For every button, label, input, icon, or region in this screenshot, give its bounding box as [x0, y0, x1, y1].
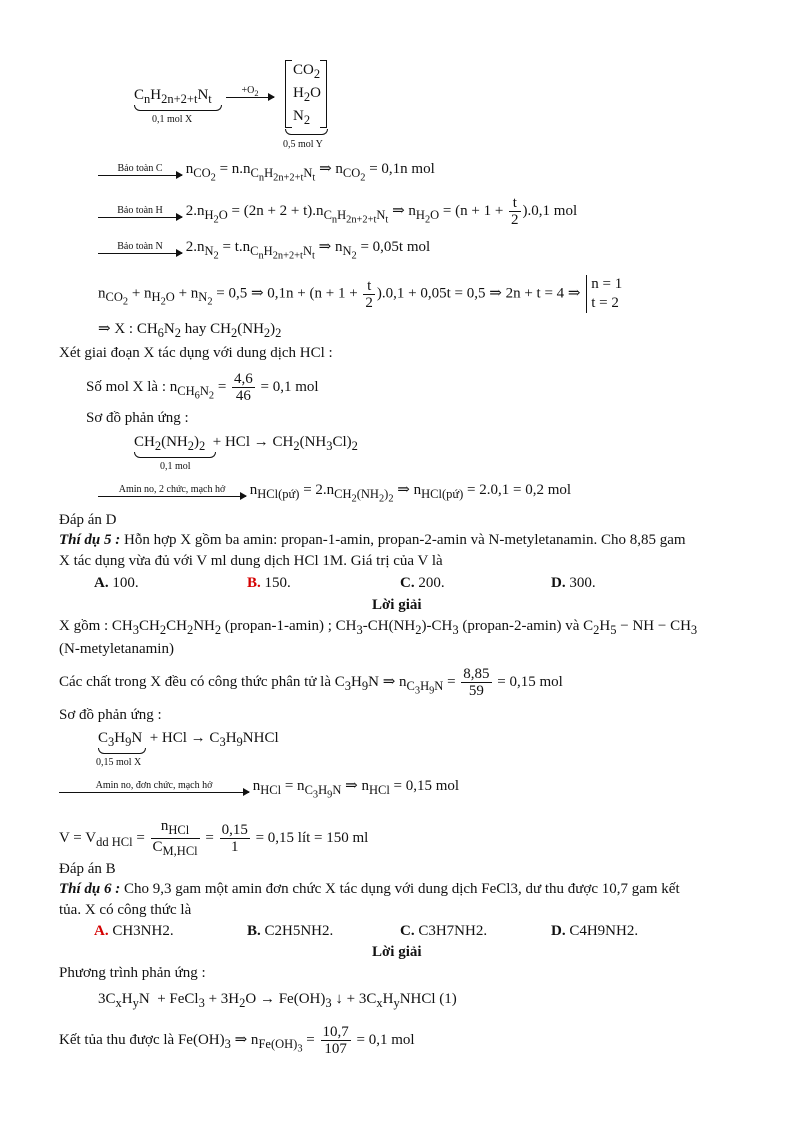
example-5-line1: Thí dụ 5 : Hỗn hợp X gồm ba amin: propan-1-amin, propan-2-amin và N-metyletanamin. Cho 8,85 gam: [59, 532, 686, 548]
products-left-brace: [285, 60, 292, 128]
product-co2: $CO_2$: [293, 62, 321, 81]
ex6-option-d[interactable]: D. C4H9NH2.: [551, 923, 639, 939]
example-6-line1: Thí dụ 6 : Cho 9,3 gam một amin đơn chức X tác dụng với dung dịch FeCl3, dư thu được 10,7 gam kết: [59, 881, 680, 897]
solution-cases: n = 1 t = 2: [586, 275, 622, 313]
ex5-formula: Các chất trong X đều có công thức phân tử là $C_3H_9N$ ⇒ $n_{C_3H_9N}$ = $\frac{8,85}{59}$ = 0,15 mol: [59, 666, 563, 699]
conservation-h: Bảo toàn H $2.n_{H_2O} = (2n + 2 + t).n_{C_nH_{2n+2+t}N_t}$ ⇒ $n_{H_2O} = (n + 1$ + $\frac{t}{2}$ ).0,1 mol: [98, 195, 577, 229]
example-6-line2: tủa. X có công thức là: [59, 902, 192, 918]
ex5-hcl-moles: Amin no, đơn chức, mạch hở $n_{HCl} = n_{C_3H_9N}$ ⇒ $n_{HCl} = 0,15$ mol: [59, 777, 459, 805]
reactant-hcl-label: 0,1 mol: [160, 461, 191, 472]
hcl-moles: Amin no, 2 chức, mạch hở $n_{HCl(pứ)} = 2.n_{CH_2(NH_2)_2}$ ⇒ $n_{HCl(pứ)} = 2.0,1 = 0,2$ mol: [98, 481, 571, 509]
combustion-arrow: $+O_2$: [226, 82, 274, 100]
ex5-volume: $V = V_{dd HCl}$ = $\frac{n_{HCl}}{C_{M,HCl}}$ = $\frac{0,15}{1}$ = 0,15 lít = 150 ml: [59, 818, 369, 858]
ex6-option-a[interactable]: A. CH3NH2.: [94, 923, 174, 939]
conservation-n: Bảo toàn N $2.n_{N_2} = t.n_{C_nH_{2n+2+t}N_t}$ ⇒ $n_{N_2} = 0,05t$ mol: [98, 238, 430, 266]
x-result: ⇒ X : $CH_6N_2$ hay $CH_2(NH_2)_2$: [98, 321, 282, 340]
example-5-line2: X tác dụng vừa đủ với V ml dung dịch HCl 1M. Giá trị của V là: [59, 553, 443, 569]
reactant-formula: $C_nH_{2n+2+t}N_t$: [134, 87, 212, 106]
products-right-brace: [320, 60, 327, 128]
equation-hcl: $CH_2(NH_2)_2$ + HCl → $CH_2(NH_3Cl)_2$: [134, 434, 358, 453]
ex5-answer: Đáp án B: [59, 861, 116, 877]
ex5-option-b[interactable]: B. 150.: [247, 575, 291, 591]
ex5-option-a[interactable]: A. 100.: [94, 575, 139, 591]
product-h2o: $H_2O$: [293, 85, 321, 104]
answer-4: Đáp án D: [59, 512, 117, 528]
ex5-option-d[interactable]: D. 300.: [551, 575, 596, 591]
ex5-equation: $C_3H_9N$ + HCl → $C_3H_9NHCl$: [98, 730, 279, 749]
products-label: 0,5 mol Y: [283, 139, 323, 150]
reactant-label: 0,1 mol X: [152, 114, 193, 125]
reaction-scheme-label: Sơ đồ phản ứng :: [86, 410, 189, 426]
ex5-scheme-label: Sơ đồ phản ứng :: [59, 707, 162, 723]
ex6-pt-label: Phương trình phản ứng :: [59, 965, 206, 981]
ex6-option-c[interactable]: C. C3H7NH2.: [400, 923, 488, 939]
ex5-x-gom: X gồm : $CH_3CH_2CH_2NH_2$ (propan-1-amin) ; $CH_3-CH(NH_2)-CH_3$ (propan-2-amin) và $C_2H_5$ − NH − $CH_3$: [59, 618, 698, 637]
hcl-stage-heading: Xét giai đoạn X tác dụng với dung dịch HCl :: [59, 345, 333, 361]
product-n2: $N_2$: [293, 108, 311, 127]
ex5-solution-title: Lời giải: [372, 597, 422, 613]
sum-equation: $n_{CO_2} + n_{H_2O} + n_{N_2} = 0,5$ ⇒ 0,1n + (n + 1 + $\frac{t}{2}$ ).0,1 + 0,05t = 0,5 ⇒ 2n + t = 4 ⇒ n = 1 t = 2: [98, 276, 623, 311]
ex5-x-gom2: (N-metyletanamin): [59, 641, 174, 657]
products-brace: [285, 129, 328, 135]
conservation-c: Bảo toàn C $n_{CO_2} = n.n_{C_nH_{2n+2+t}N_t}$ ⇒ $n_{CO_2} = 0,1n$ mol: [98, 160, 435, 188]
ex5-reactant-label: 0,15 mol X: [96, 757, 142, 768]
mol-x: Số mol X là : $n_{CH_6N_2}$ = $\frac{4,6}{46}$ = 0,1 mol: [86, 371, 319, 404]
ex6-option-b[interactable]: B. C2H5NH2.: [247, 923, 334, 939]
ex6-solution-title: Lời giải: [372, 944, 422, 960]
ex5-option-c[interactable]: C. 200.: [400, 575, 445, 591]
ex6-precipitate: Kết tủa thu được là $Fe(OH)_3$ ⇒ $n_{Fe(OH)_3}$ = $\frac{10,7}{107}$ = 0,1 mol: [59, 1024, 415, 1057]
ex6-equation: $3C_xH_yN$ + FeCl$_3$ + $3H_2O \to Fe(OH)_3$ ↓ + $3C_xH_yNHCl$ (1): [98, 991, 457, 1010]
